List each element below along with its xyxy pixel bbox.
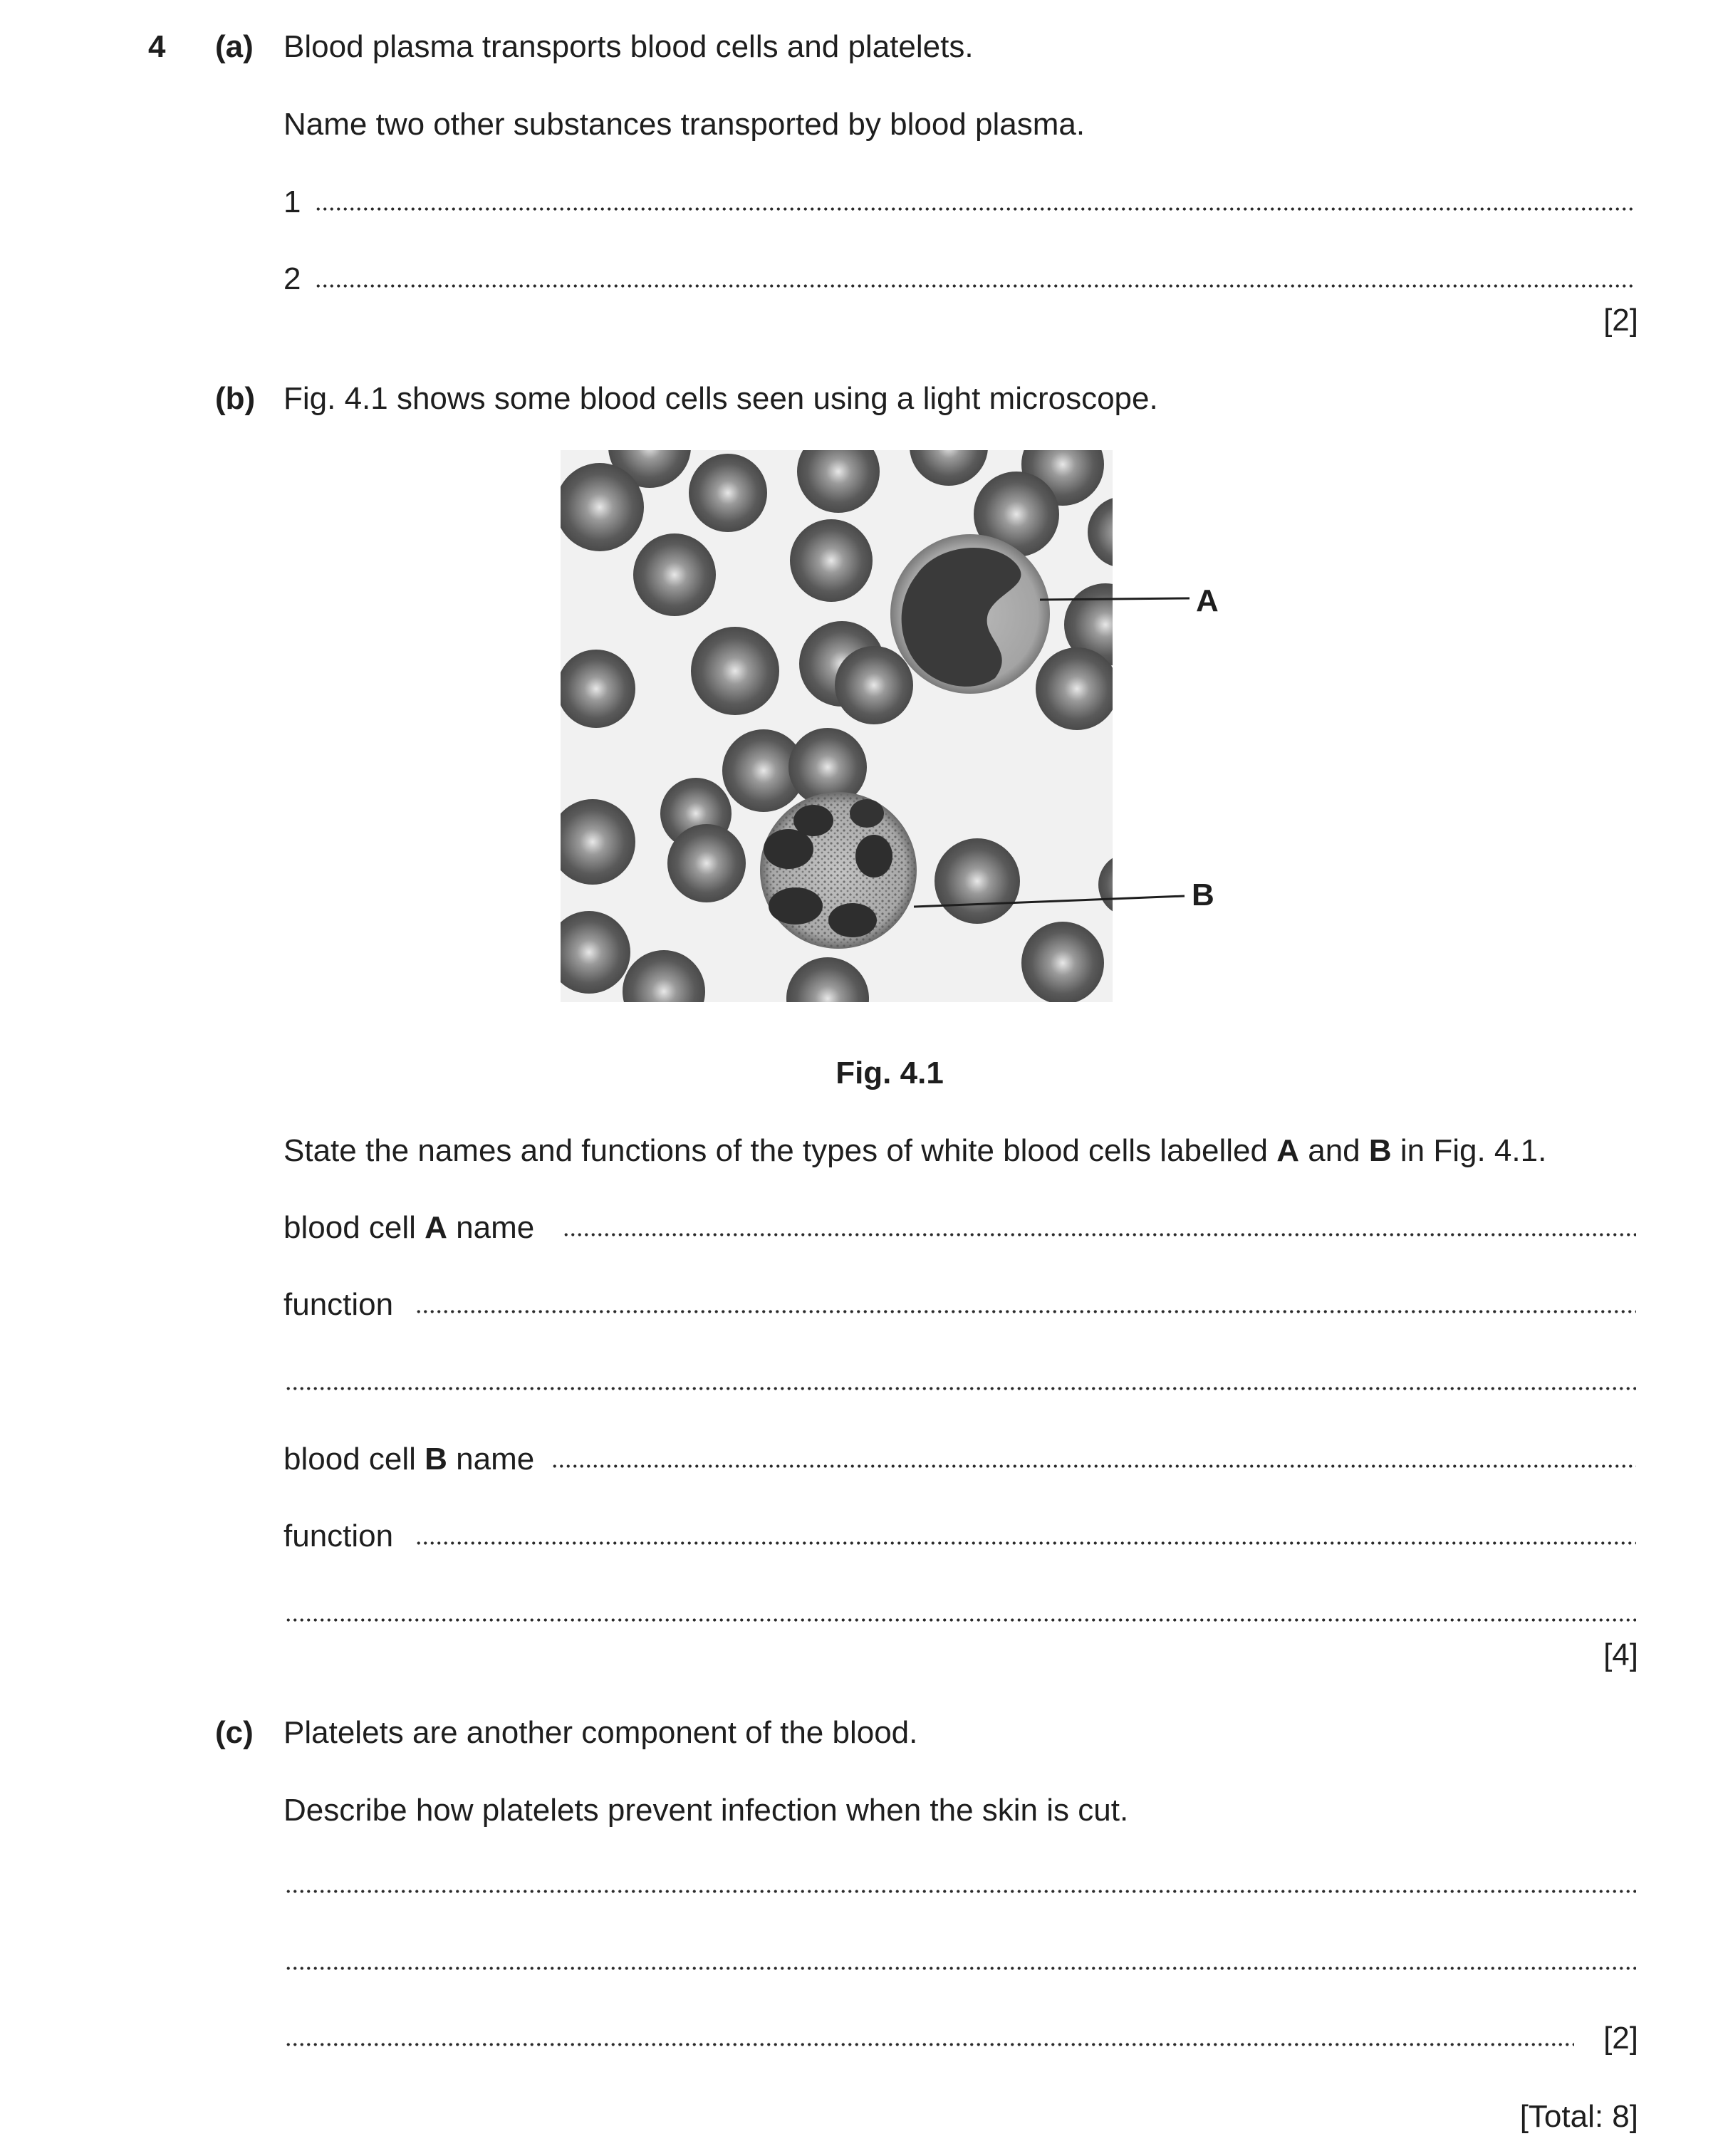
leader-line-a (1040, 598, 1190, 600)
answer-line-cell-b-name[interactable] (551, 1464, 1636, 1469)
part-c-marks: [2] (1603, 2021, 1638, 2056)
part-c-label: (c) (215, 1715, 254, 1750)
part-b-label: (b) (215, 381, 256, 416)
figure-caption: Fig. 4.1 (836, 1056, 944, 1090)
part-b-marks: [4] (1603, 1637, 1638, 1672)
cell-a-name-label (283, 1212, 534, 1244)
answer-line-c2[interactable] (285, 1966, 1636, 1971)
figure-label-a: A (1196, 583, 1219, 618)
part-a-marks: [2] (1603, 303, 1638, 338)
prompt-letter-a: A (1276, 1133, 1299, 1168)
part-a-label: (a) (215, 29, 254, 64)
cell-a-letter: A (425, 1210, 447, 1245)
answer-line-c3[interactable] (285, 2042, 1574, 2047)
answer-line-c1[interactable] (285, 1889, 1636, 1894)
cell-b-suffix: name (447, 1442, 535, 1477)
answer-line-cell-b-function-1[interactable] (415, 1541, 1636, 1546)
part-c-statement: Platelets are another component of the blood. (283, 1715, 918, 1750)
leader-line-b (914, 896, 1185, 907)
part-b-prompt (283, 1135, 1546, 1167)
prompt-letter-b: B (1368, 1133, 1392, 1168)
answer-line-cell-b-function-2[interactable] (285, 1618, 1636, 1623)
question-number: 4 (148, 29, 166, 64)
cell-b-name-label (283, 1444, 534, 1475)
cell-b-function-label: function (283, 1519, 394, 1553)
prompt-and: and (1299, 1133, 1369, 1168)
answer-2-number: 2 (283, 261, 301, 296)
cell-b-letter: B (425, 1442, 447, 1477)
part-c-prompt: Describe how platelets prevent infection when the skin is cut. (283, 1793, 1129, 1828)
prompt-end: in Fig. 4.1. (1391, 1133, 1547, 1168)
answer-line-cell-a-function-1[interactable] (415, 1309, 1636, 1314)
cell-a-function-label: function (283, 1287, 394, 1322)
cell-a-prefix: blood cell (283, 1210, 425, 1245)
part-a-prompt: Name two other substances transported by blood plasma. (283, 107, 1086, 142)
part-b-intro: Fig. 4.1 shows some blood cells seen using a light microscope. (283, 381, 1158, 416)
prompt-start: State the names and functions of the types of white blood cells labelled (283, 1133, 1277, 1168)
total-marks: [Total: 8] (1519, 2099, 1638, 2134)
answer-line-cell-a-function-2[interactable] (285, 1386, 1636, 1391)
answer-line-cell-a-name[interactable] (563, 1232, 1636, 1237)
figure-label-b: B (1192, 877, 1214, 912)
answer-1-number: 1 (283, 184, 301, 219)
part-a-statement: Blood plasma transports blood cells and platelets. (283, 29, 974, 64)
cell-b-prefix: blood cell (283, 1442, 425, 1477)
cell-a-suffix: name (447, 1210, 535, 1245)
